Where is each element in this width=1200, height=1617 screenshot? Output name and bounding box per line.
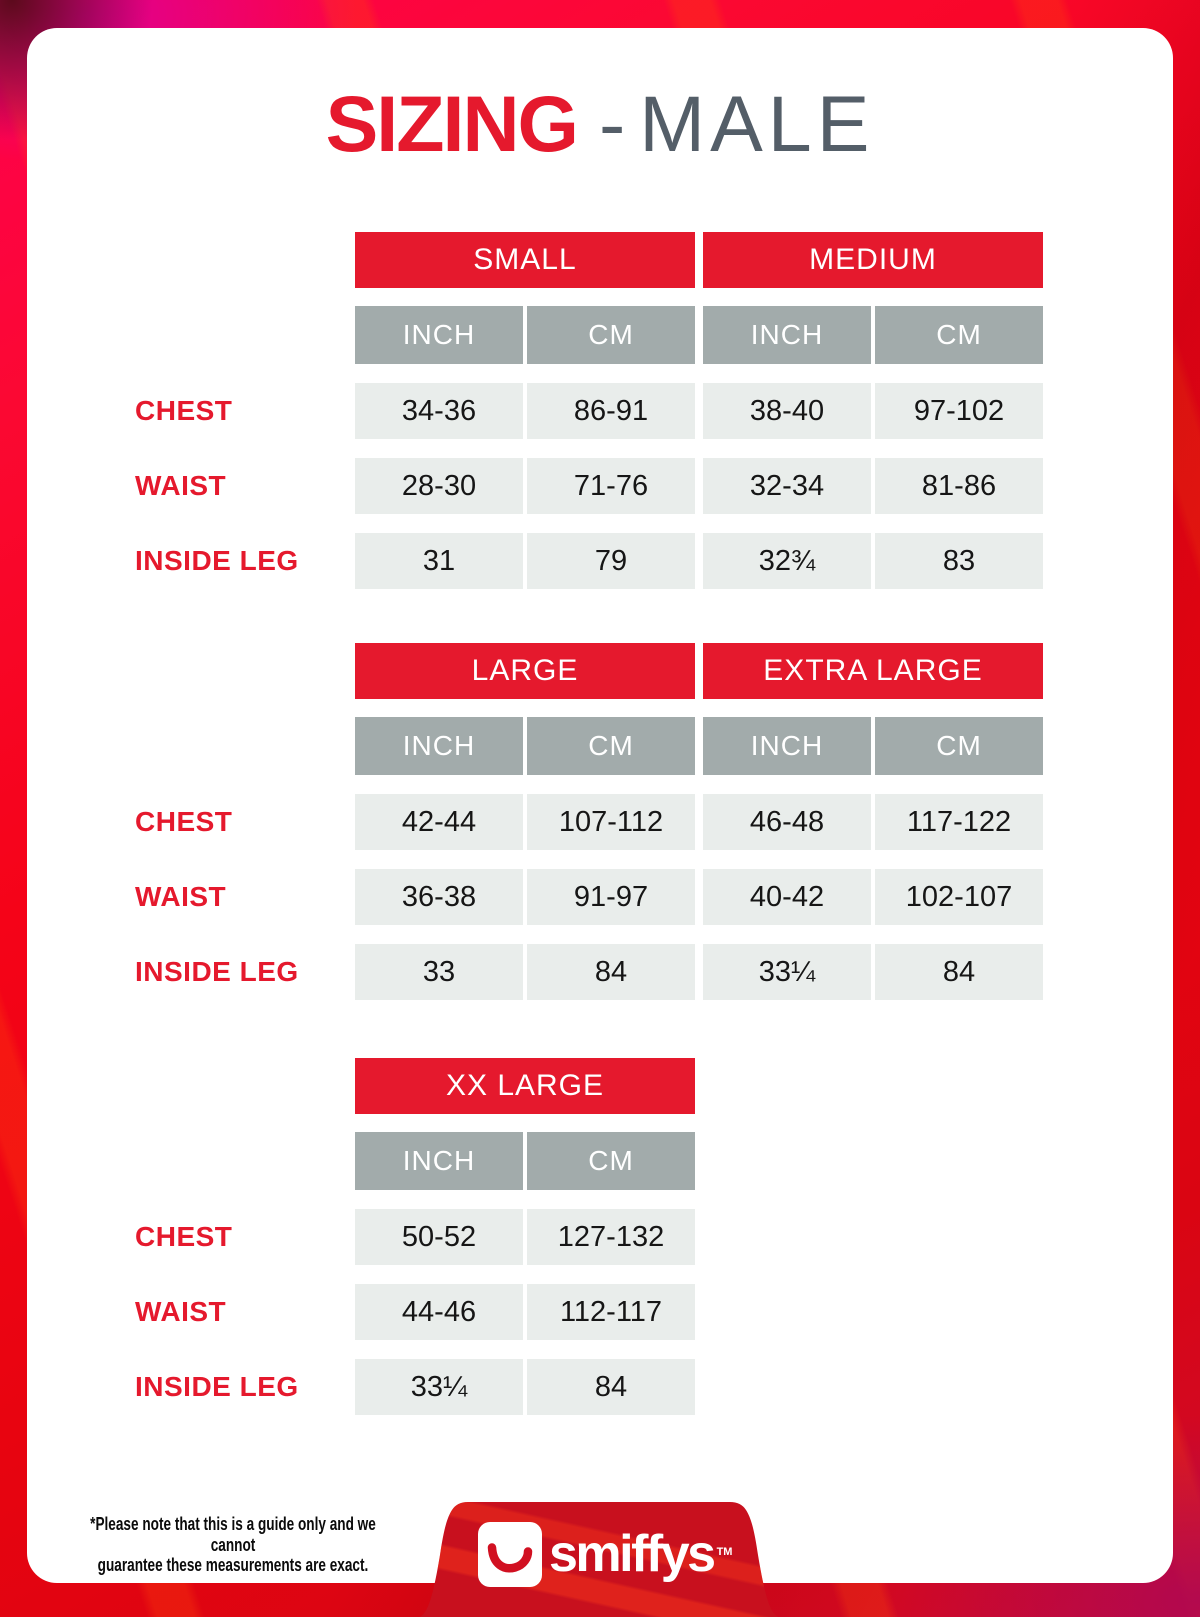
cell-insideleg-medium-inch: 32¾: [703, 533, 871, 589]
unit-header-inch: INCH: [355, 1132, 523, 1190]
sizing-table-xxlarge: [135, 1058, 1043, 1415]
cell-chest-medium-cm: 97-102: [875, 383, 1043, 439]
cell-chest-xxl-cm: 127-132: [527, 1209, 695, 1265]
row-label-inside-leg: INSIDE LEG: [135, 956, 299, 987]
unit-header-inch: INCH: [355, 306, 523, 364]
cell-chest-xxl-inch: 50-52: [355, 1209, 523, 1265]
cell-waist-large-inch: 36-38: [355, 869, 523, 925]
disclaimer-note: [73, 1514, 393, 1576]
cell-waist-large-cm: 91-97: [527, 869, 695, 925]
cell-chest-xl-cm: 117-122: [875, 794, 1043, 850]
size-header-large: LARGE: [355, 643, 695, 699]
unit-header-cm: CM: [875, 306, 1043, 364]
unit-header-cm: CM: [527, 306, 695, 364]
title-primary: SIZING: [325, 79, 577, 168]
cell-chest-small-inch: 34-36: [355, 383, 523, 439]
row-label-waist: WAIST: [135, 881, 227, 912]
row-label-chest: CHEST: [135, 395, 233, 426]
cell-insideleg-xxl-inch: 33¼: [355, 1359, 523, 1415]
title-separator: -: [598, 79, 626, 168]
cell-insideleg-small-cm: 79: [527, 533, 695, 589]
cell-waist-medium-inch: 32-34: [703, 458, 871, 514]
cell-insideleg-large-inch: 33: [355, 944, 523, 1000]
size-header-medium: MEDIUM: [703, 232, 1043, 288]
cell-waist-xl-cm: 102-107: [875, 869, 1043, 925]
brand-name: smiffys: [549, 1525, 714, 1583]
size-header-extra-large: EXTRA LARGE: [703, 643, 1043, 699]
cell-insideleg-xxl-cm: 84: [527, 1359, 695, 1415]
unit-header-inch: INCH: [703, 306, 871, 364]
cell-insideleg-xl-inch: 33¼: [703, 944, 871, 1000]
cell-chest-large-cm: 107-112: [527, 794, 695, 850]
cell-waist-xxl-inch: 44-46: [355, 1284, 523, 1340]
row-label-waist: WAIST: [135, 470, 227, 501]
cell-insideleg-small-inch: 31: [355, 533, 523, 589]
disclaimer-line-1: *Please note that this is a guide only and we cannot: [90, 1514, 376, 1555]
cell-chest-large-inch: 42-44: [355, 794, 523, 850]
cell-waist-small-cm: 71-76: [527, 458, 695, 514]
cell-chest-xl-inch: 46-48: [703, 794, 871, 850]
row-label-chest: CHEST: [135, 1221, 233, 1252]
unit-header-cm: CM: [527, 1132, 695, 1190]
disclaimer-line-2: guarantee these measurements are exact.: [97, 1555, 369, 1576]
size-header-xx-large: XX LARGE: [355, 1058, 695, 1114]
cell-waist-xl-inch: 40-42: [703, 869, 871, 925]
row-label-waist: WAIST: [135, 1296, 227, 1327]
cell-chest-medium-inch: 38-40: [703, 383, 871, 439]
size-header-small: SMALL: [355, 232, 695, 288]
row-label-chest: CHEST: [135, 806, 233, 837]
cell-waist-xxl-cm: 112-117: [527, 1284, 695, 1340]
row-label-inside-leg: INSIDE LEG: [135, 545, 299, 576]
smile-icon: [478, 1522, 542, 1587]
row-label-inside-leg: INSIDE LEG: [135, 1371, 299, 1402]
unit-header-inch: INCH: [355, 717, 523, 775]
sizing-table-large-extralarge: [135, 643, 1043, 1000]
unit-header-cm: CM: [875, 717, 1043, 775]
unit-header-inch: INCH: [703, 717, 871, 775]
smiffys-wordmark: [549, 1525, 733, 1583]
cell-chest-small-cm: 86-91: [527, 383, 695, 439]
trademark-symbol: TM: [716, 1546, 733, 1558]
cell-insideleg-xl-cm: 84: [875, 944, 1043, 1000]
unit-header-cm: CM: [527, 717, 695, 775]
cell-waist-medium-cm: 81-86: [875, 458, 1043, 514]
title-secondary: MALE: [639, 79, 875, 168]
cell-waist-small-inch: 28-30: [355, 458, 523, 514]
cell-insideleg-medium-cm: 83: [875, 533, 1043, 589]
smiffys-logo-mark: [478, 1522, 542, 1587]
cell-insideleg-large-cm: 84: [527, 944, 695, 1000]
sizing-table-small-medium: [135, 232, 1043, 589]
page-title: [0, 79, 1200, 187]
